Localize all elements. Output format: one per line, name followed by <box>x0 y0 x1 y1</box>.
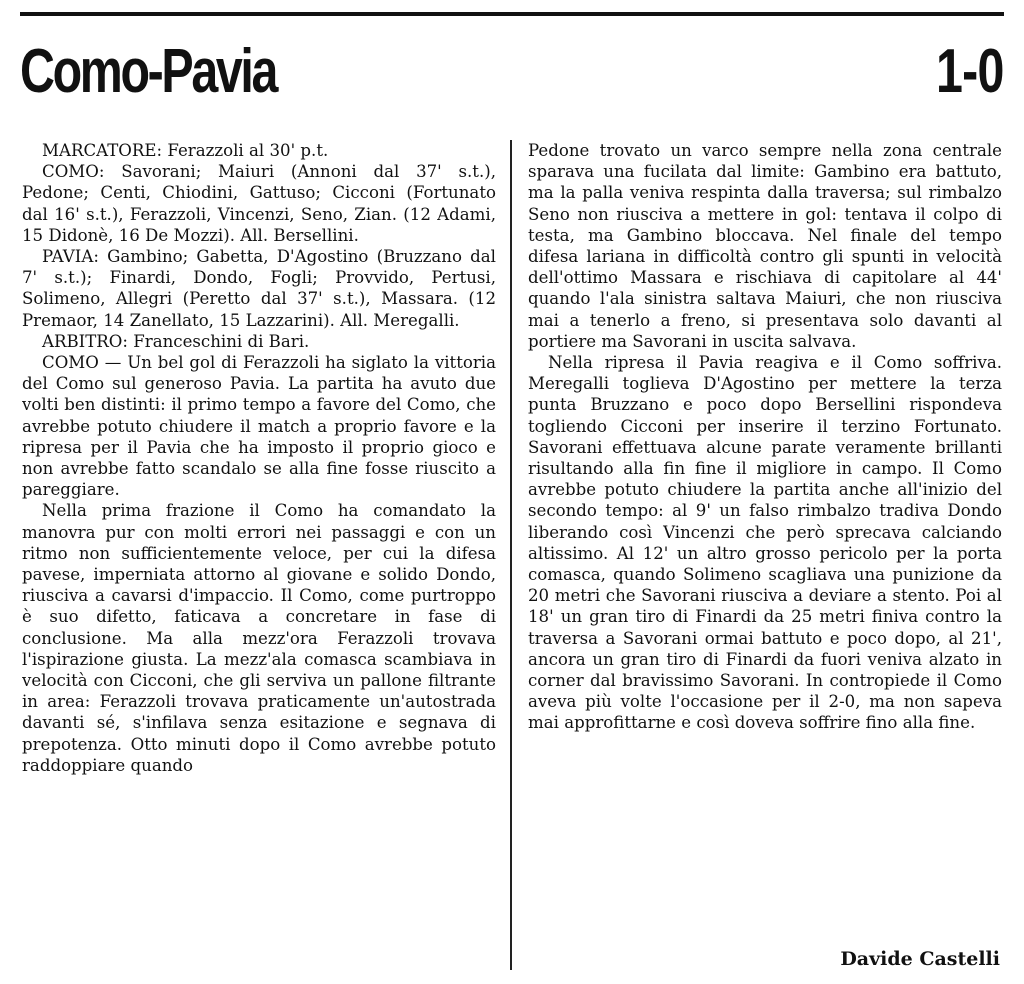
headline-title: Como-Pavia <box>20 37 277 106</box>
article-paragraph: Pedone trovato un varco sempre nella zona centrale sparava una fucilata dal limite: Gambino era battuto, ma la palla veniva respinta dalla traversa; sul rimbalzo Seno non riusciva a mettere in gol: tentava il colpo di testa, ma Gambino bloccava. Nel finale del tempo difesa lariana in difficoltà contro gli spunti in velocità dell'ottimo Massara e rischiava di capitolare al 44' quando l'ala sinistra saltava Maiuri, che non riusciva mai a tenerlo a freno, si presentava solo davanti al portiere ma Savorani in uscita salvava. <box>528 141 1002 351</box>
como-lineup: COMO: Savorani; Maiuri (Annoni dal 37' s.t.), Pedone; Centi, Chiodini, Gattuso; Cicconi (Fortunato dal 16' s.t.), Ferazzoli, Vincenzi, Seno, Zian. (12 Adami, 15 Didonè, 16 De Mozzi). All. Bersellini. <box>22 162 496 245</box>
author-signature: Davide Castelli <box>840 948 1000 970</box>
article-paragraph: Nella ripresa il Pavia reagiva e il Como soffriva. Meregalli toglieva D'Agostino per mettere la terza punta Bruzzano e poco dopo Bersellini rispondeva togliendo Cicconi per inserire il terzino Fortunato. Savorani effettuava alcune parate veramente brillanti risultando alla fin fine il migliore in campo. Il Como avrebbe potuto chiudere la partita anche all'inizio del secondo tempo: al 9' un falso rimbalzo tradiva Dondo liberando così Vincenzi che però sprecava calciando altissimo. Al 12' un altro grosso pericolo per la porta comasca, quando Solimeno scagliava una punizione da 20 metri che Savorani riusciva a deviare a stento. Poi al 18' un gran tiro di Finardi da 25 metri finiva contro la traversa a Savorani ormai battuto e poco dopo, al 21', ancora un gran tiro di Finardi da fuori veniva alzato in corner dal bravissimo Savorani. In contropiede il Como aveva più volte l'occasione per il 2-0, ma non sapeva mai approfittarne e così doveva soffrire fino alla fine. <box>528 353 1002 733</box>
column-divider <box>510 140 512 970</box>
article-paragraph: COMO — Un bel gol di Ferazzoli ha siglato la vittoria del Como sul generoso Pavia. La partita ha avuto due volti ben distinti: il primo tempo a favore del Como, che avrebbe potuto chiudere il match a proprio favore e la ripresa per il Pavia che ha imposto il proprio gioco e non avrebbe fatto scandalo se alla fine fosse riuscito a pareggiare. <box>22 353 496 500</box>
article-column-left <box>22 140 496 950</box>
headline-score: 1-0 <box>936 37 1004 106</box>
referee-line: ARBITRO: Franceschini di Bari. <box>42 331 310 351</box>
scorer-line: MARCATORE: Ferazzoli al 30' p.t. <box>42 141 329 160</box>
headline <box>20 22 1004 122</box>
top-rule <box>20 12 1004 16</box>
pavia-lineup: PAVIA: Gambino; Gabetta, D'Agostino (Bruzzano dal 7' s.t.); Finardi, Dondo, Fogli; Provvido, Pertusi, Solimeno, Allegri (Peretto dal 37' s.t.), Massara. (12 Premaor, 14 Zanellato, 15 Lazzarini). All. Meregalli. <box>22 247 496 330</box>
article-paragraph: Nella prima frazione il Como ha comandato la manovra pur con molti errori nei passaggi e con un ritmo non sufficientemente veloce, per cui la difesa pavese, imperniata attorno al giovane e solido Dondo, riusciva a cavarsi d'impaccio. Il Como, come purtroppo è suo difetto, faticava a concretare in fase di conclusione. Ma alla mezz'ora Ferazzoli trovava l'ispirazione giusta. La mezz'ala comasca scambiava in velocità con Cicconi, che gli serviva un pallone filtrante in area: Ferazzoli trovava praticamente un'autostrada davanti sé, s'infilava senza esitazione e segnava di prepotenza. Otto minuti dopo il Como avrebbe potuto raddoppiare quando <box>22 501 496 775</box>
article-column-right <box>528 140 1002 950</box>
